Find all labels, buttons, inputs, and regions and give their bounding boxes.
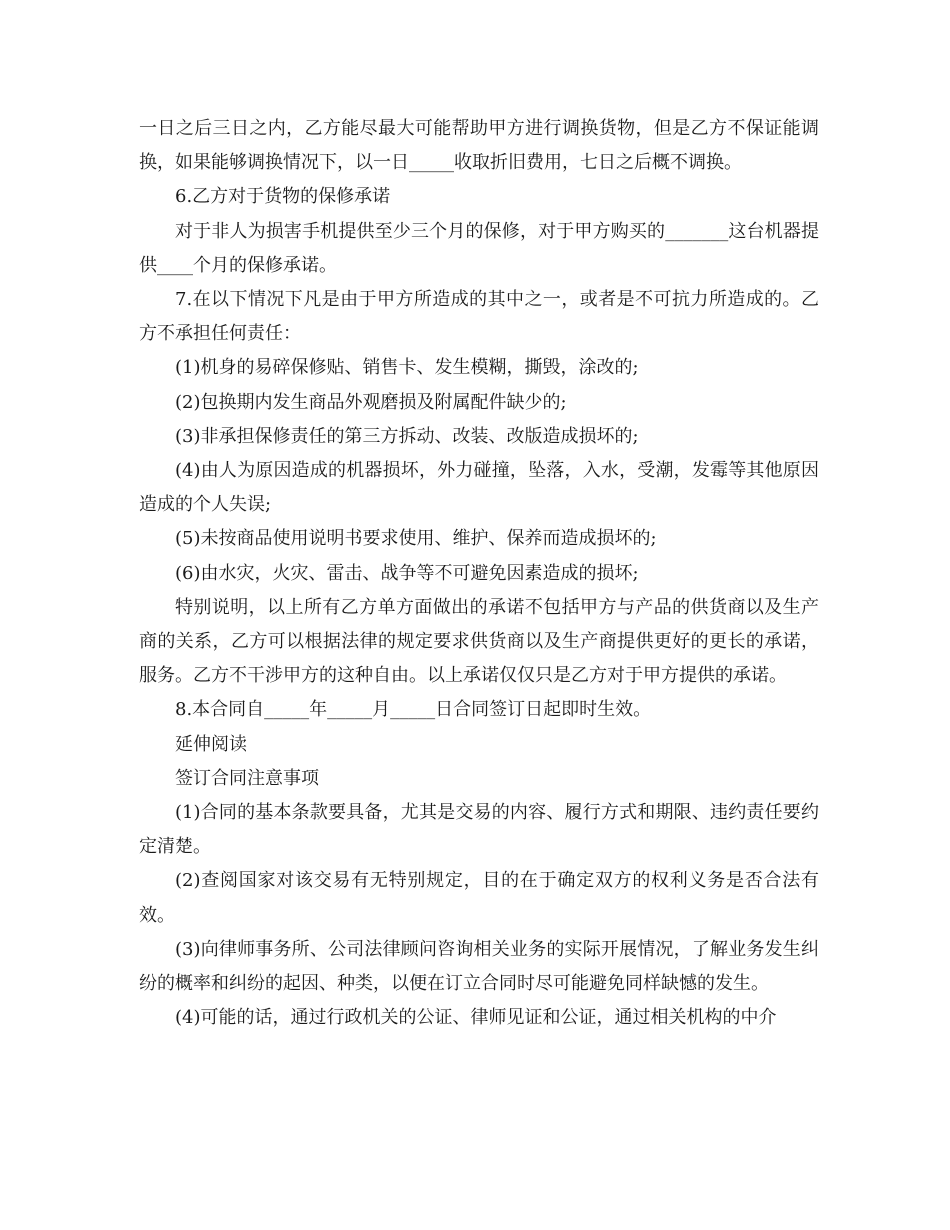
list-item-note-3: (3)向律师事务所、公司法律顾问咨询相关业务的实际开展情况，了解业务发生纠纷的概率和纠纷的起因、种类，以便在订立合同时尽可能避免同样缺憾的发生。	[139, 938, 819, 995]
paragraph-effective-date: 8.本合同自_____年_____月_____日合同签订日起即时生效。	[175, 699, 652, 721]
list-item-exemption-4: (4)由人为原因造成的机器损坏，外力碰撞，坠落，入水，受潮，发霉等其他原因造成的个人失误;	[139, 460, 819, 516]
heading-contract-notes: 签订合同注意事项	[175, 767, 319, 789]
heading-warranty-promise: 6.乙方对于货物的保修承诺	[175, 186, 391, 208]
heading-extended-reading: 延伸阅读	[175, 733, 247, 755]
list-item-exemption-1: (1)机身的易碎保修贴、销售卡、发生模糊，撕毁，涂改的;	[175, 357, 639, 379]
list-item-exemption-2: (2)包换期内发生商品外观磨损及附属配件缺少的;	[175, 391, 567, 413]
list-item-exemption-6: (6)由水灾，火灾、雷击、战争等不可避免因素造成的损坏;	[175, 562, 639, 584]
list-item-note-1: (1)合同的基本条款要具备，尤其是交易的内容、履行方式和期限、违约责任要约定清楚。	[139, 802, 819, 858]
paragraph-special-note: 特别说明，以上所有乙方单方面做出的承诺不包括甲方与产品的供货商以及生产商的关系，乙方可以根据法律的规定要求供货商以及生产商提供更好的更长的承诺，服务。乙方不干涉甲方的这种自由。以上承诺仅仅只是乙方对于甲方提供的承诺。	[139, 596, 819, 687]
list-item-note-4: (4)可能的话，通过行政机关的公证、律师见证和公证，通过相关机构的中介	[175, 1007, 777, 1029]
document-body	[139, 112, 819, 1035]
list-item-note-2: (2)查阅国家对该交易有无特别规定，目的在于确定双方的权利义务是否合法有效。	[139, 870, 819, 926]
paragraph-warranty-period: 对于非人为损害手机提供至少三个月的保修，对于甲方购买的_______这台机器提供____个月的保修承诺。	[139, 220, 819, 276]
paragraph-exchange-terms: 一日之后三日之内，乙方能尽最大可能帮助甲方进行调换货物，但是乙方不保证能调换，如果能够调换情况下，以一日_____收取折旧费用，七日之后概不调换。	[139, 118, 819, 174]
list-item-exemption-5: (5)未按商品使用说明书要求使用、维护、保养而造成损坏的;	[175, 528, 657, 550]
list-item-exemption-3: (3)非承担保修责任的第三方拆动、改装、改版造成损坏的;	[175, 425, 639, 447]
paragraph-liability-exemption: 7.在以下情况下凡是由于甲方所造成的其中之一，或者是不可抗力所造成的。乙方不承担任何责任：	[139, 289, 819, 345]
